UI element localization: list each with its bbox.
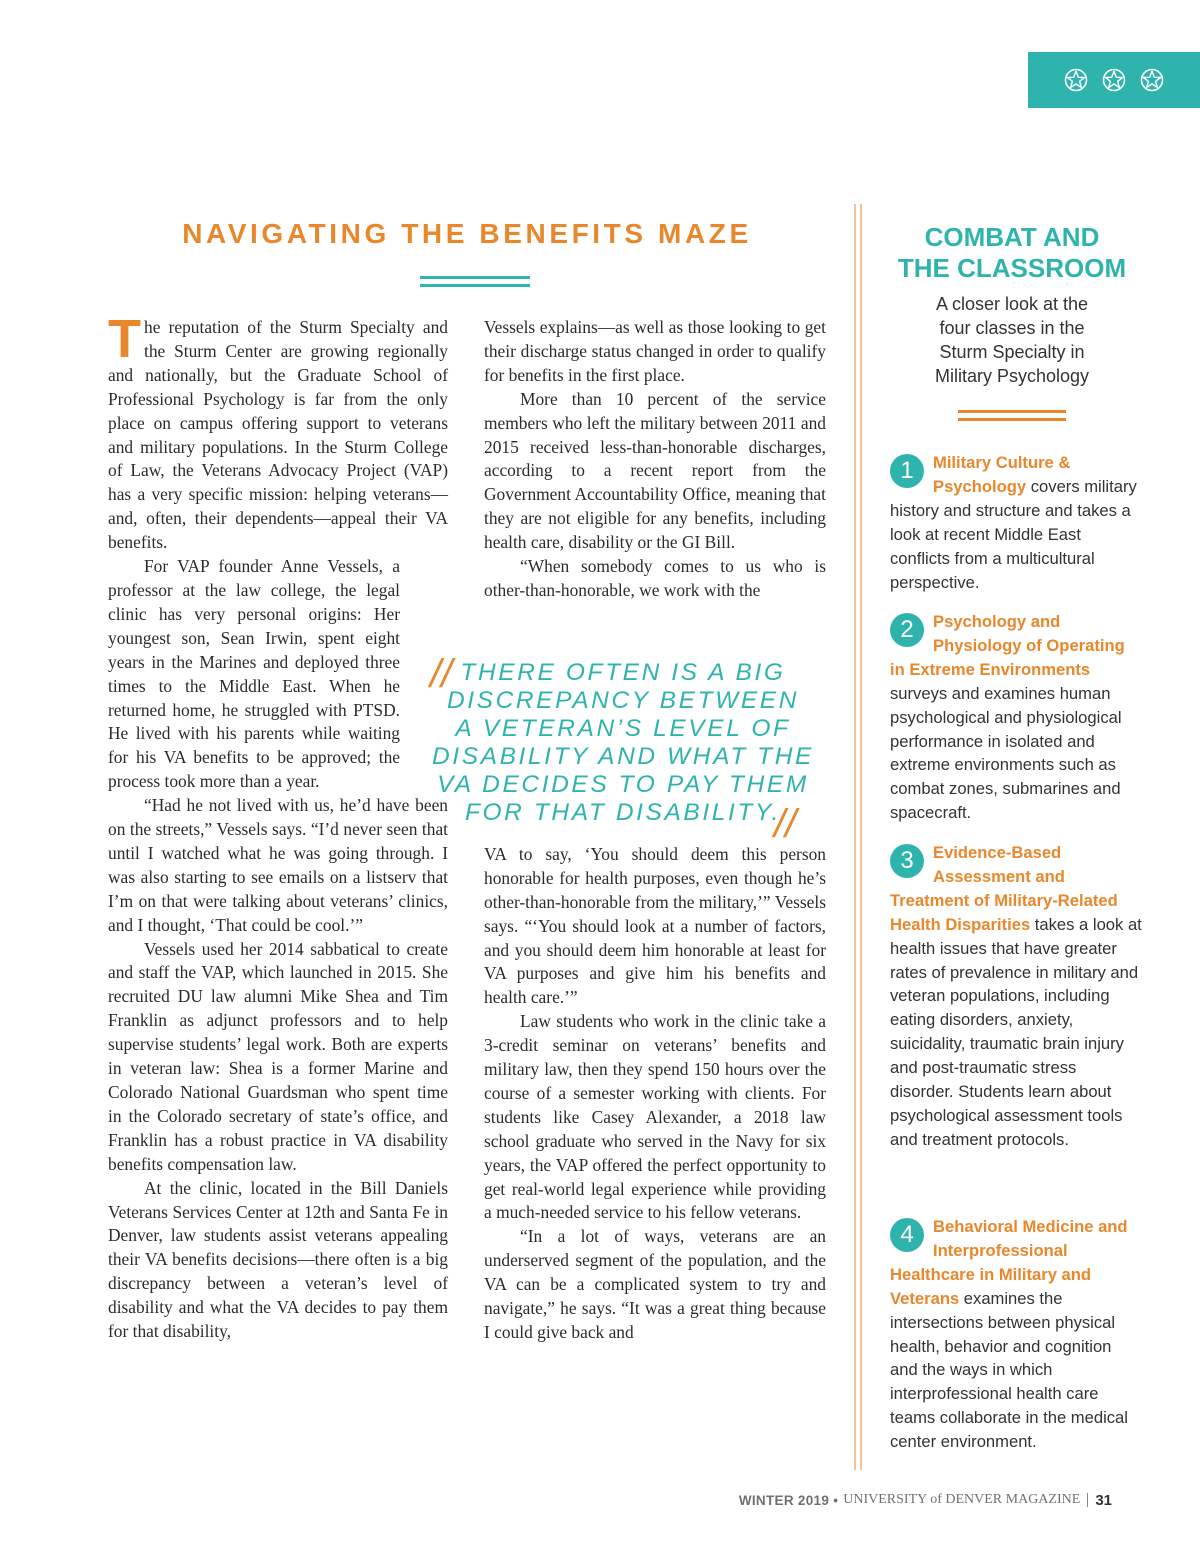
course-description: covers military history and structure and takes a look at recent Middle East conflicts from a multicultural perspective. [890,476,1137,592]
star-icon [1102,68,1126,92]
paragraph: VA to say, ‘You should deem this person honorable for health purposes, even though he’s other-than-honorable from the military,’” Vessels says. “‘You should look at a number of factors, and you should deem him honorable at least for VA purposes and give him his benefits and health care.’” [484,843,826,1008]
paragraph: More than 10 percent of the service members who left the military between 2011 and 2015 received less-than-honorable discharges, according to a recent report from the Government Accountability Office, meaning that they are not eligible for any benefits, including health care, disability or the GI Bill. [484,388,826,553]
course-title: Military Culture & Psychology [933,453,1071,496]
page-number: 31 [1095,1491,1112,1509]
pull-quote-line: VA DECIDES TO PAY THEM [437,771,809,798]
sidebar-title: COMBAT AND THE CLASSROOM [897,222,1127,283]
quote-open-mark: // [430,652,453,696]
course-number: 3 [890,844,924,878]
course-description: takes a look at health issues that have greater rates of prevalence in military and veteran populations, including eating disorders, anxiety, suicidality, traumatic brain injury and post-traumatic stress disorder. Students learn about psychological assessment tools and treatment protocols. [890,914,1142,1149]
column-divider [860,204,862,1470]
paragraph: Law students who work in the clinic take a 3-credit seminar on veterans’ benefits and military law, then they spend 150 hours over the course of a semester working with clients. For students like Casey Alexander, a 2018 law school graduate who served in the Navy for six years, the VAP offered the perfect opportunity to get real-world legal experience while providing a much-needed service to his fellow veterans. [484,1011,826,1223]
course-description: examines the intersections between physical health, behavior and cognition and the ways in which interprofessional health care teams collaborate in the medical center environment. [890,1288,1128,1452]
course-number: 4 [890,1218,924,1252]
pull-quote-line: THERE OFTEN IS A BIG [460,659,786,686]
sidebar-subtitle: A closer look at the four classes in the Sturm Specialty in Military Psychology [934,294,1090,386]
page-footer [739,1488,1112,1512]
pull-quote [418,652,828,846]
quote-close-mark: // [774,802,797,846]
sidebar-divider [958,418,1066,421]
article-column-left [108,309,448,1344]
course-number: 1 [890,454,924,488]
paragraph: Vessels explains—as well as those looking to get their discharge status changed in order to qualify for benefits in the first place. [484,317,826,385]
pull-quote-line: DISABILITY AND WHAT THE [432,743,814,770]
course-title: Psychology and Physiology of Operating in Extreme Environments [890,612,1125,679]
paragraph: “When somebody comes to us who is other-than-honorable, we work with the [484,556,826,600]
pull-quote-line: A VETERAN’S LEVEL OF [455,715,791,742]
paragraph: “Had he not lived with us, he’d have been on the streets,” Vessels says. “I’d never seen that until I watched what he was going through. I was also starting to see emails on a listserv that I’m on that were talking about veterans’ clinics, and I thought, ‘That could be cool.’” [108,795,448,935]
course-title: Evidence-Based Assessment and Treatment of Military-Related Health Disparities [890,843,1118,934]
course-item [890,451,1142,594]
column-divider [854,204,856,1470]
footer-issue: WINTER 2019 • [738,1492,839,1508]
footer-magazine-name: UNIVERSITY of DENVER MAGAZINE [843,1492,1081,1507]
course-item [890,1215,1142,1454]
title-divider [420,276,530,279]
article-title: NAVIGATING THE BENEFITS MAZE [182,218,752,249]
footer-separator [1087,1493,1088,1507]
course-title: Behavioral Medicine and Interprofessional Healthcare in Military and Veterans [890,1217,1128,1308]
stars-tab [1028,52,1200,108]
pull-quote-line: FOR THAT DISABILITY. [464,799,782,826]
paragraph: “In a lot of ways, veterans are an underserved segment of the population, and the VA can be a complicated system to try and navigate,” he says. “It was a great thing because I could give back and [484,1226,826,1342]
sidebar-divider [958,410,1066,413]
drop-cap: T [108,309,141,369]
course-item [890,841,1142,1152]
course-number: 2 [890,613,924,647]
course-description: surveys and examines human psychological and physiological performance in isolated and extreme environments such as combat zones, submarines and spacecraft. [890,683,1122,823]
title-divider [420,284,530,287]
course-item [890,610,1142,825]
star-icon [1064,68,1088,92]
pull-quote-line: DISCREPANCY BETWEEN [446,687,800,714]
paragraph: For VAP founder Anne Vessels, a professor at the law college, the legal clinic has very personal origins: Her youngest son, Sean Irwin, spent eight years in the Marines and deployed three times to the Middle East. When he returned home, he struggled with PTSD. He lived with his parents while waiting for his VA benefits to be approved; the process took more than a year. [108,556,400,792]
paragraph: he reputation of the Sturm Specialty and the Sturm Center are growing regionally and nationally, but the Graduate School of Professional Psychology is far from the only place on campus offering support to veterans and military populations. In the Sturm College of Law, the Veterans Advocacy Project (VAP) has a very specific mission: helping veterans—and, often, their dependents—appeal their VA benefits. [108,317,448,553]
star-icon [1140,68,1164,92]
paragraph: At the clinic, located in the Bill Daniels Veterans Services Center at 12th and Santa Fe in Denver, law students assist veterans appealing their VA benefits decisions—there often is a big discrepancy between a veteran’s level of disability and what the VA decides to pay them for that disability, [108,1177,448,1342]
paragraph: Vessels used her 2014 sabbatical to create and staff the VAP, which launched in 2015. She recruited DU law alumni Mike Shea and Tim Franklin as adjunct professors and to help supervise students’ legal work. Both are experts in veteran law: Shea is a former Marine and Colorado National Guardsman who spent time in the Colorado secretary of state’s office, and Franklin has a robust practice in VA disability benefits compensation law. [108,938,448,1174]
